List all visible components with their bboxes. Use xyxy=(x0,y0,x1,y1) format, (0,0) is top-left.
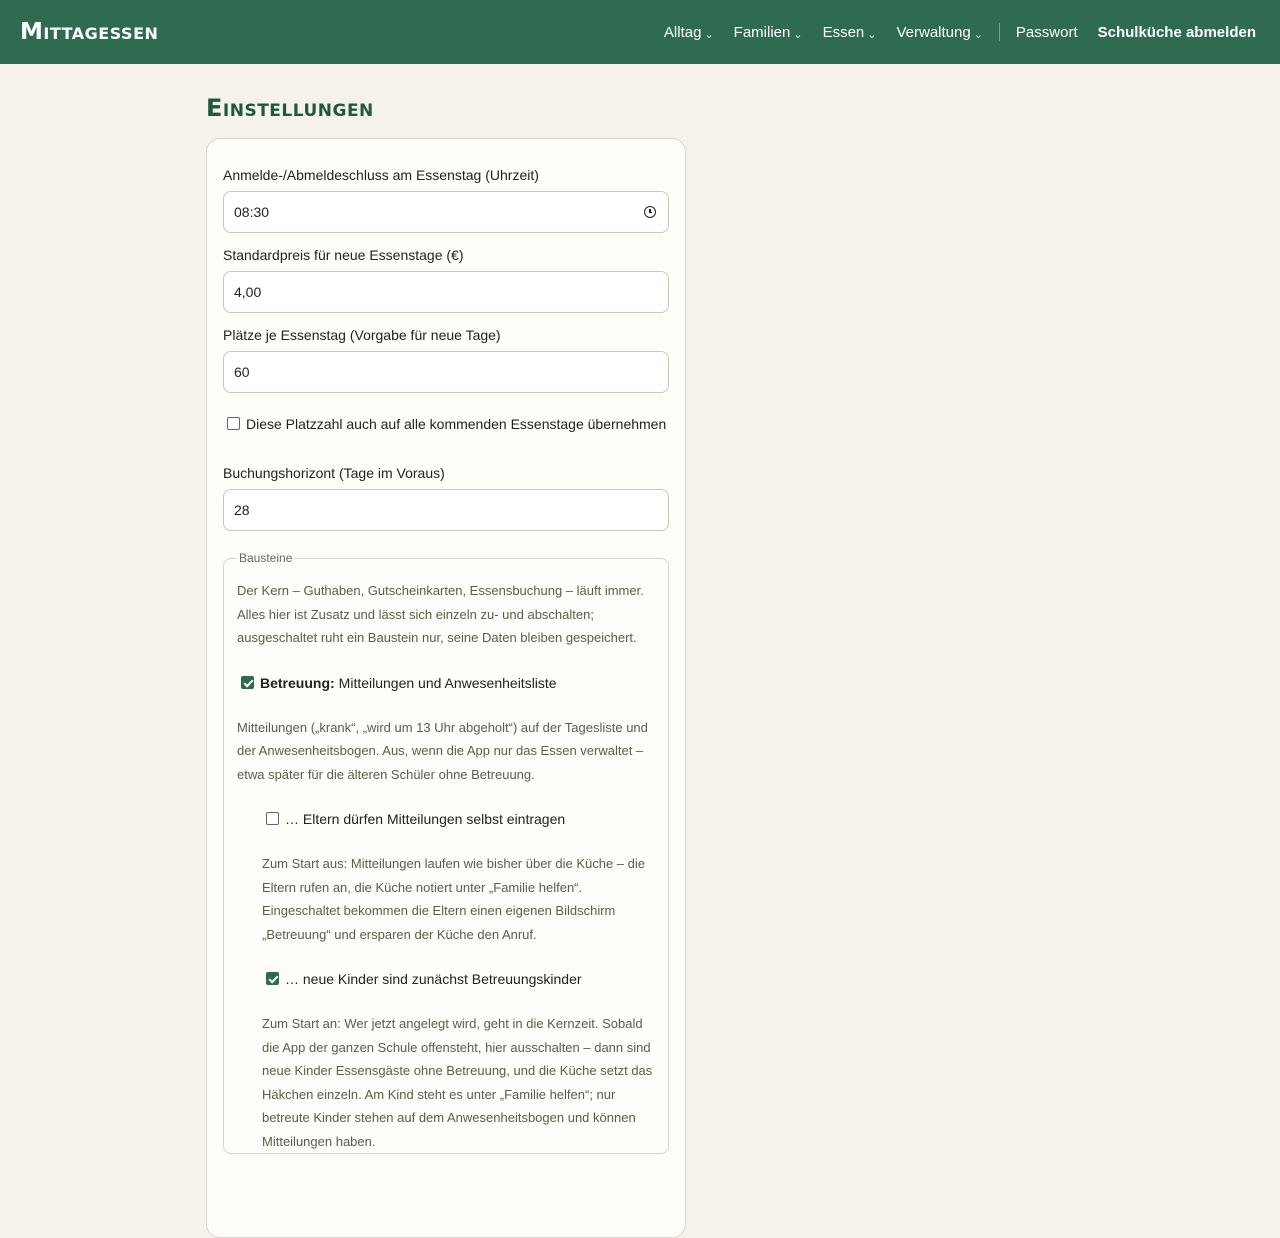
apply-all-label[interactable]: Diese Platzzahl auch auf alle kommenden Essenstage übernehmen xyxy=(246,416,667,432)
care-module-hint: Mitteilungen („krank“, „wird um 13 Uhr abgeholt“) auf der Tagesliste und der Anwesenheitsbogen. Aus, wenn die App nur das Essen verwaltet – etwa später für die älteren Schüler ohne Betreuung. xyxy=(237,719,648,782)
price-input[interactable] xyxy=(223,271,669,313)
horizon-label: Buchungshorizont (Tage im Voraus) xyxy=(223,465,445,481)
care-module-name: Betreuung: xyxy=(260,674,335,691)
care-suboptions xyxy=(237,806,655,1153)
nav-menu-verwaltung[interactable] xyxy=(896,23,982,41)
settings-card xyxy=(206,138,686,1238)
nav-menu-label: Essen xyxy=(822,23,865,41)
nav-menu-essen[interactable] xyxy=(823,23,877,41)
deadline-label: Anmelde-/Abmeldeschluss am Essenstag (Uhrzeit) xyxy=(223,167,539,183)
deadline-time-input[interactable] xyxy=(223,191,669,233)
nav-divider xyxy=(999,23,1000,41)
seats-value: 60 xyxy=(234,364,250,380)
chevron-down-icon: ⌄ xyxy=(973,29,983,41)
parents-option xyxy=(262,806,655,832)
app-logo[interactable]: Mittagessen xyxy=(20,19,159,45)
modules-fieldset xyxy=(223,551,669,1154)
new-kids-label[interactable]: … neue Kinder sind zunächst Betreuungskinder xyxy=(285,971,582,987)
chevron-down-icon: ⌄ xyxy=(704,29,714,41)
horizon-input[interactable] xyxy=(223,489,669,531)
top-navigation xyxy=(0,0,1280,64)
logout-link[interactable]: Schulküche abmelden xyxy=(1097,23,1256,41)
modules-intro: Der Kern – Guthaben, Gutscheinkarten, Essensbuchung – läuft immer. Alles hier ist Zusatz und lässt sich einzeln zu- und abschalten; ausgeschaltet ruht ein Baustein nur, seine Daten bleiben gespeichert. xyxy=(237,583,644,645)
modules-legend: Bausteine xyxy=(239,551,293,565)
chevron-down-icon: ⌄ xyxy=(867,29,877,41)
care-module-option xyxy=(237,670,655,696)
settings-page xyxy=(206,64,686,1238)
deadline-value: 08:30 xyxy=(234,204,270,220)
care-module-description: Mitteilungen und Anwesenheitsliste xyxy=(338,674,557,691)
seats-label: Plätze je Essenstag (Vorgabe für neue Tage) xyxy=(223,327,501,343)
chevron-down-icon: ⌄ xyxy=(793,29,803,41)
nav-menu-label: Alltag xyxy=(663,23,702,41)
new-kids-checkbox[interactable] xyxy=(266,972,279,985)
nav-menu-label: Familien xyxy=(733,23,791,41)
price-value: 4,00 xyxy=(234,284,262,300)
password-link[interactable]: Passwort xyxy=(1015,23,1078,41)
apply-all-checkbox[interactable] xyxy=(227,417,240,430)
price-label: Standardpreis für neue Essenstage (€) xyxy=(223,247,464,263)
page-title: Einstellungen xyxy=(206,94,374,122)
new-kids-option xyxy=(262,966,655,992)
nav-menu-alltag[interactable] xyxy=(664,23,714,41)
parents-label[interactable]: … Eltern dürfen Mitteilungen selbst eintragen xyxy=(285,811,566,827)
horizon-value: 28 xyxy=(234,502,250,518)
care-module-checkbox[interactable] xyxy=(241,676,254,689)
parents-checkbox[interactable] xyxy=(266,812,279,825)
clock-icon[interactable] xyxy=(644,206,656,218)
new-kids-hint: Zum Start an: Wer jetzt angelegt wird, geht in die Kernzeit. Sobald die App der ganzen Schule offensteht, hier ausschalten – dann sind neue Kinder Essensgäste ohne Betreuung, und die Küche setzt das Häkchen einzeln. Am Kind steht es unter „Familie helfen“; nur betreute Kinder stehen auf dem Anwesenheitsbogen und können Mitteilungen haben. xyxy=(262,1016,653,1149)
apply-all-option xyxy=(223,411,669,437)
seats-input[interactable] xyxy=(223,351,669,393)
nav-menu-familien[interactable] xyxy=(734,23,803,41)
main-nav xyxy=(644,23,1256,41)
care-module-label[interactable] xyxy=(260,670,557,696)
nav-menu-label: Verwaltung xyxy=(896,23,971,41)
parents-hint: Zum Start aus: Mitteilungen laufen wie bisher über die Küche – die Eltern rufen an, die Küche notiert unter „Familie helfen“. Eingeschaltet bekommen die Eltern einen eigenen Bildschirm „Betreuung“ und ersparen der Küche den Anruf. xyxy=(262,856,645,942)
